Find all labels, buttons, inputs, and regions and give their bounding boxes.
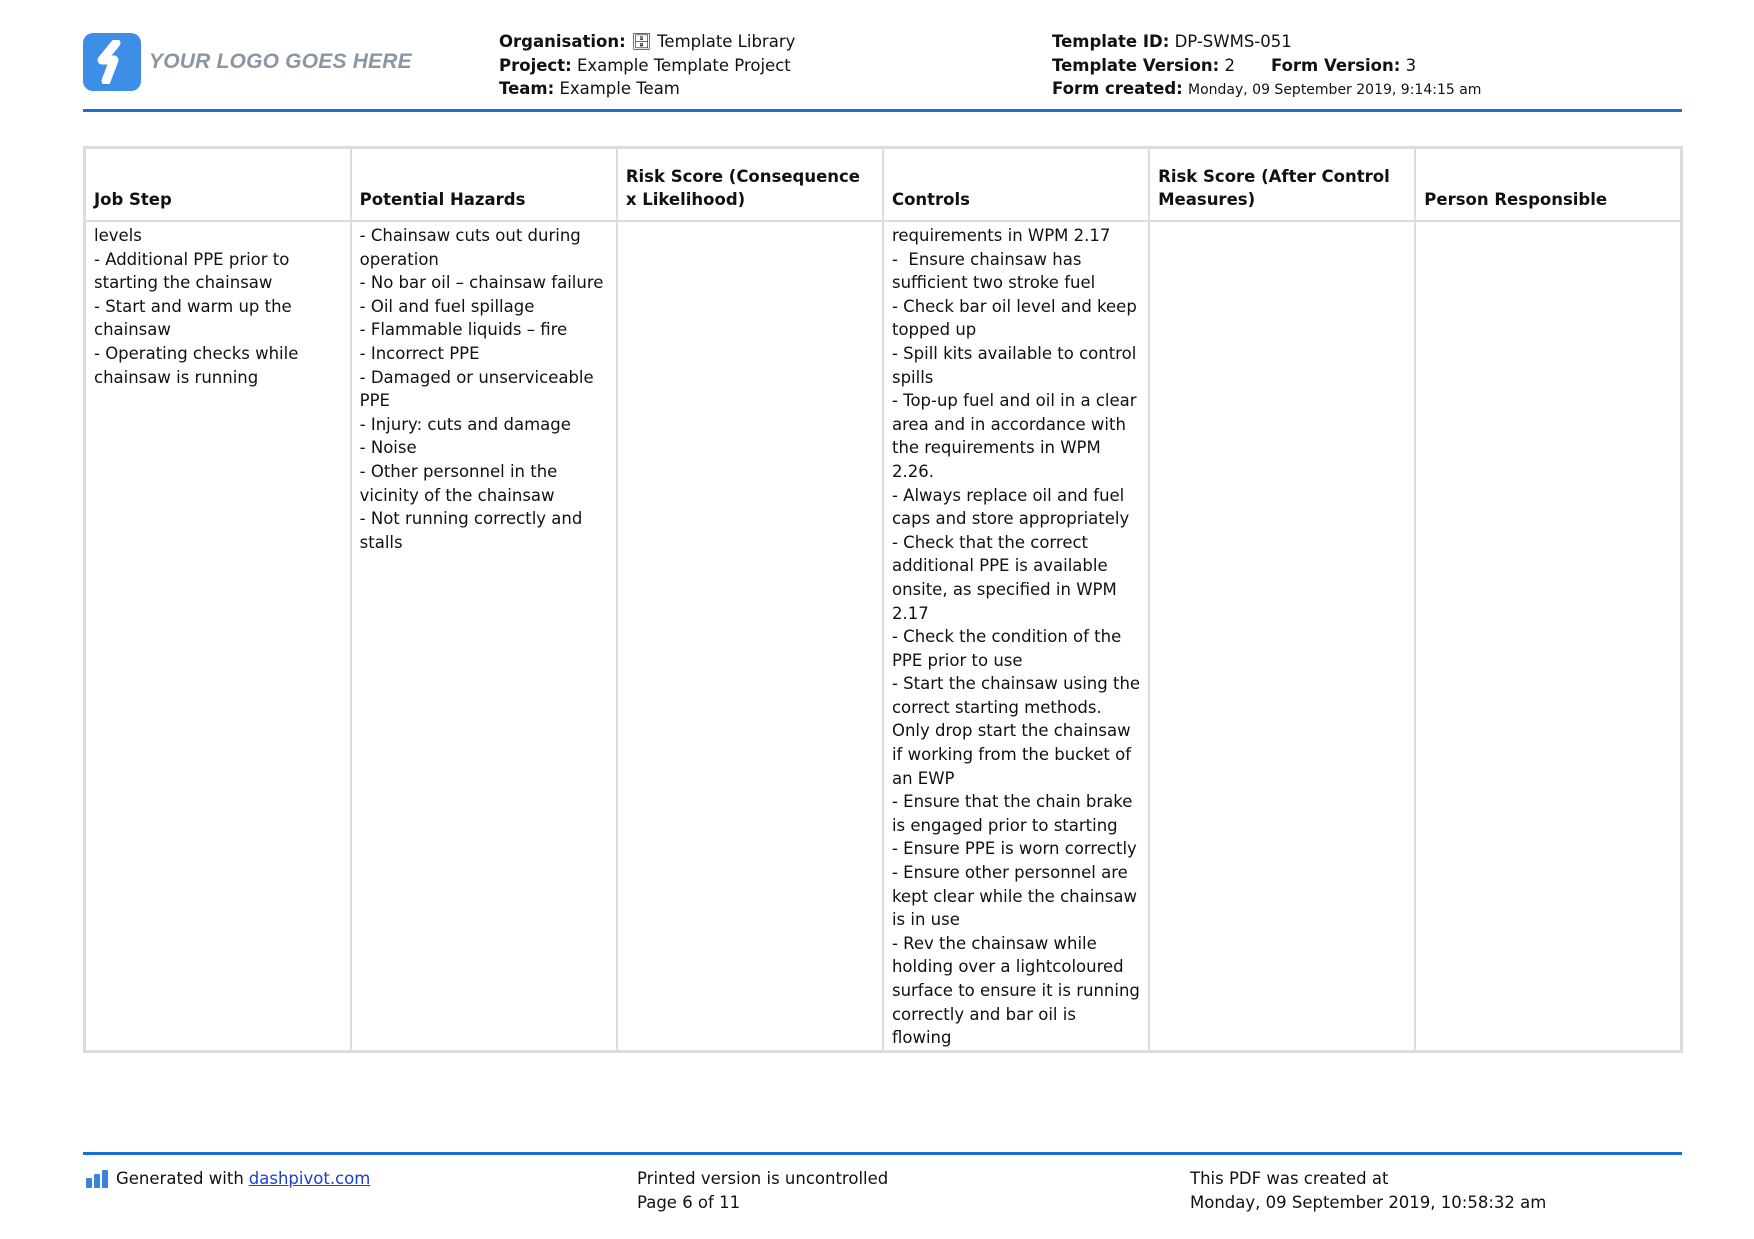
control-line: - Ensure that the chain brake is engaged prior to starting <box>891 792 1138 835</box>
header-risk-score-after: Risk Score (After Control Measures) <box>1149 148 1415 222</box>
control-line: - Check bar oil level and keep topped up <box>891 296 1143 340</box>
controls-cell <box>883 221 1149 1051</box>
hazard-line: - Damaged or unserviceable PPE <box>359 367 599 411</box>
hazard-line: - Other personnel in the vicinity of the chainsaw <box>359 461 563 505</box>
control-line: - Ensure chainsaw has sufficient two stroke fuel <box>891 249 1096 293</box>
table-header-row <box>85 148 1682 222</box>
control-line: - Ensure other personnel are kept clear while the chainsaw is in use <box>891 863 1143 930</box>
template-id-value: DP-SWMS-051 <box>1174 32 1292 51</box>
project-value: Example Template Project <box>576 55 791 75</box>
risk-score-cell <box>617 221 883 1051</box>
team-label: Team: <box>499 79 555 98</box>
created-at-label: This PDF was created at <box>1190 1169 1389 1188</box>
created-at-value: Monday, 09 September 2019, 10:58:32 am <box>1190 1192 1547 1212</box>
page-header <box>83 28 1683 110</box>
form-version-value: 3 <box>1405 55 1417 75</box>
generated-with-text: Generated with <box>116 1169 244 1188</box>
organisation-label: Organisation: <box>499 32 626 51</box>
form-created-label: Form created: <box>1052 79 1183 98</box>
header-risk-score: Risk Score (Consequence x Likelihood) <box>617 148 883 222</box>
footer-print-info <box>637 1167 888 1214</box>
table-row <box>85 221 1682 1051</box>
dashpivot-link[interactable]: dashpivot.com <box>248 1169 371 1188</box>
person-responsible-cell <box>1415 221 1681 1051</box>
risk-score-after-cell <box>1149 221 1415 1051</box>
control-line: - Ensure PPE is worn correctly <box>891 839 1137 859</box>
control-line: - Top-up fuel and oil in a clear area and in accordance with the requirements in WPM 2.26. <box>891 391 1142 481</box>
header-job-step: Job Step <box>85 148 351 222</box>
swms-table <box>83 146 1683 1053</box>
hazard-line: - Oil and fuel spillage <box>359 296 535 316</box>
job-step-line: - Start and warm up the chainsaw <box>94 296 297 340</box>
job-step-line: - Additional PPE prior to starting the chainsaw <box>94 249 295 293</box>
logo <box>83 33 412 91</box>
control-line: - Start the chainsaw using the correct starting methods. Only drop start the chainsaw if working from the bucket of an EWP <box>891 674 1146 788</box>
logo-icon <box>83 33 141 91</box>
control-line: - Check that the correct additional PPE is available onsite, as specified in WPM 2.17 <box>891 532 1122 623</box>
hazard-line: - Injury: cuts and damage <box>359 414 571 434</box>
control-line: - Rev the chainsaw while holding over a lightcoloured surface to ensure it is running correctly and bar oil is flowing <box>891 933 1146 1048</box>
template-meta <box>1052 30 1481 103</box>
control-line: - Check the condition of the PPE prior to use <box>891 627 1127 670</box>
header-controls: Controls <box>883 148 1149 222</box>
hazard-line: - Flammable liquids – fire <box>359 320 568 340</box>
template-id-label: Template ID: <box>1052 32 1170 51</box>
template-version-label: Template Version: <box>1052 55 1220 75</box>
job-step-line: levels <box>94 226 142 245</box>
potential-hazards-cell <box>351 221 617 1051</box>
footer-divider <box>83 1152 1682 1155</box>
project-meta <box>499 30 795 101</box>
uncontrolled-notice: Printed version is uncontrolled <box>637 1169 889 1188</box>
logo-text: YOUR LOGO GOES HERE <box>149 50 412 73</box>
control-line: - Spill kits available to control spills <box>891 343 1142 387</box>
hazard-line: - Noise <box>359 438 417 458</box>
organisation-value: 🗄 Template Library <box>630 32 796 51</box>
hazard-line: - No bar oil – chainsaw failure <box>359 273 604 293</box>
job-step-line: - Operating checks while chainsaw is running <box>94 343 304 387</box>
hazard-line: - Not running correctly and stalls <box>359 509 588 552</box>
dashpivot-logo-icon <box>86 1170 108 1188</box>
template-version-value: 2 <box>1224 55 1235 75</box>
footer-created-at <box>1190 1167 1546 1214</box>
job-step-cell <box>85 221 351 1051</box>
hazard-line: - Incorrect PPE <box>359 343 480 363</box>
hazard-line: - Chainsaw cuts out during operation <box>359 226 587 269</box>
header-divider <box>83 109 1682 112</box>
header-potential-hazards: Potential Hazards <box>351 148 617 222</box>
header-person-responsible: Person Responsible <box>1415 148 1681 222</box>
page-number: Page 6 of 11 <box>637 1192 741 1212</box>
form-version-label: Form Version: <box>1270 55 1401 75</box>
footer-generated <box>86 1167 370 1191</box>
team-value: Example Team <box>559 79 680 98</box>
control-line: - Always replace oil and fuel caps and store appropriately <box>891 485 1130 529</box>
control-line: requirements in WPM 2.17 <box>891 226 1111 245</box>
form-created-value: Monday, 09 September 2019, 9:14:15 am <box>1188 82 1482 98</box>
project-label: Project: <box>499 55 572 75</box>
